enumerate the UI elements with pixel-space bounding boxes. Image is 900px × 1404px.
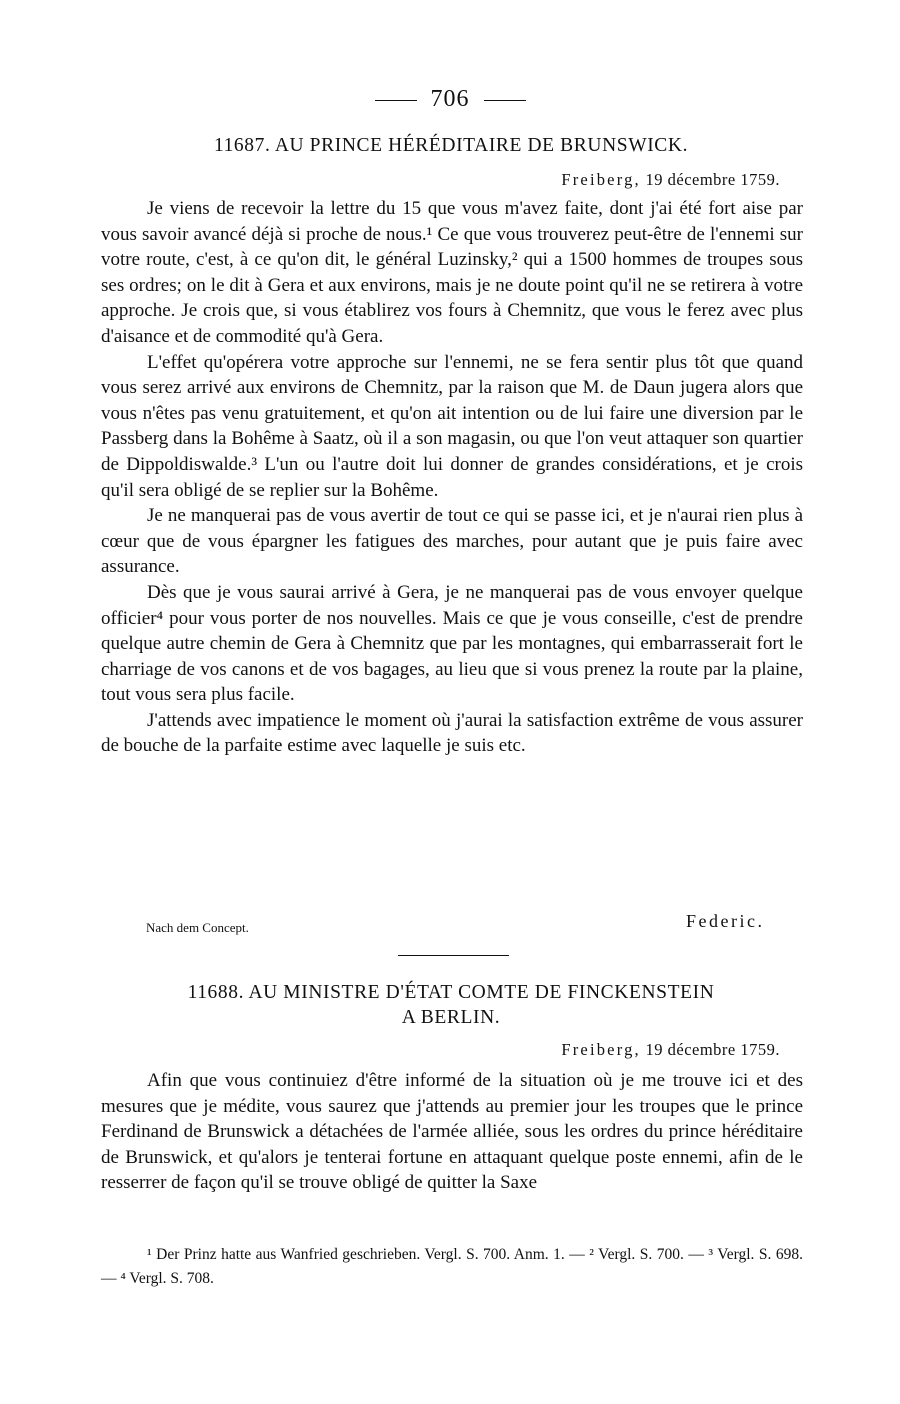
letter-heading: 11688. AU MINISTRE D'ÉTAT COMTE DE FINCKENSTEIN [187, 982, 715, 1003]
page-number [0, 86, 900, 113]
letter-body [101, 1068, 803, 1196]
paragraph: Afin que vous continuiez d'être informé de la situation où je me trouve ici et des mesures que je médite, vous saurez que j'attends au premier jour les troupes que le prince Ferdinand de Brunswick a détachées de l'armée alliée, sous les ordres du prince héréditaire de Brunswick, et qu'alors je tenterai fortune en attaquant quelque poste ennemi, afin de le resserrer de façon qu'il se trouve obligé de quitter la Saxe [101, 1070, 803, 1194]
page-number-dash-right [484, 100, 526, 101]
place-date [561, 1040, 780, 1060]
paragraph: Je viens de recevoir la lettre du 15 que vous m'avez faite, dont j'ai été fort aise par vous savoir avancé déjà si proche de nous.¹ Ce que vous trouverez peut-être de l'ennemi sur votre route, c'est, à ce qu'on dit, le général Luzinsky,² qui a 1500 hommes de troupes sous ses ordres; on le dit à Gera et aux environs, mais je ne doute point qu'il ne se retirera à votre approche. Je crois que, si vous établirez vos fours à Chemnitz, que vous le ferez avec plus d'aisance et de commodité qu'à Gera. [101, 198, 803, 347]
source-note: Nach dem Concept. [146, 920, 249, 935]
footnote-text: ¹ Der Prinz hatte aus Wanfried geschrieben. Vergl. S. 700. Anm. 1. — ² Vergl. S. 700. — ³ Vergl. S. 698. — ⁴ Vergl. S. 708. [101, 1246, 803, 1287]
date: 19 décembre 1759. [645, 170, 780, 189]
date: 19 décembre 1759. [645, 1040, 780, 1059]
paragraph: J'attends avec impatience le moment où j'aurai la satisfaction extrême de vous assurer de bouche de la parfaite estime avec laquelle je suis etc. [101, 709, 803, 757]
place-date [561, 170, 780, 190]
letter-body [101, 196, 803, 759]
paragraph: L'effet qu'opérera votre approche sur l'ennemi, ne se fera sentir plus tôt que quand vous serez arrivé aux environs de Chemnitz, par la raison que M. de Daun jugera alors que vous n'êtes pas venu gratuitement, et qu'on ait intention ou de lui faire une diversion par le Passberg dans la Bohême à Saatz, où il a son magasin, ou que l'on veut attaquer son quartier de Dippoldiswalde.³ L'un ou l'autre doit lui donner de grandes considérations, et je crois qu'il sera obligé de se replier sur la Bohême. [101, 351, 803, 501]
place: Freiberg, [561, 170, 641, 189]
page-number-text: 706 [430, 86, 470, 112]
paragraph: Dès que je vous saurai arrivé à Gera, je ne manquerai pas de vous envoyer quelque officier⁴ pour vous porter de nos nouvelles. Mais ce que je vous conseille, c'est de prendre quelque autre chemin de Gera à Chemnitz que par les montagnes, qui embarrasserait fort le charriage de vos canons et de vos bagages, au lieu que si vous prenez la route par la plaine, tout vous sera plus facile. [101, 581, 803, 706]
footnotes [101, 1243, 803, 1291]
letter-heading-line2: A BERLIN. [401, 1007, 501, 1028]
place: Freiberg, [561, 1040, 641, 1059]
letter-heading: 11687. AU PRINCE HÉRÉDITAIRE DE BRUNSWICK. [213, 135, 689, 156]
page-number-dash-left [375, 100, 417, 101]
section-separator [398, 955, 509, 956]
paragraph: Je ne manquerai pas de vous avertir de tout ce qui se passe ici, et je n'aurai rien plus à cœur que de vous épargner les fatigues des marches, pour autant que je puis faire avec assurance. [101, 505, 803, 578]
signature: Federic. [686, 911, 765, 931]
